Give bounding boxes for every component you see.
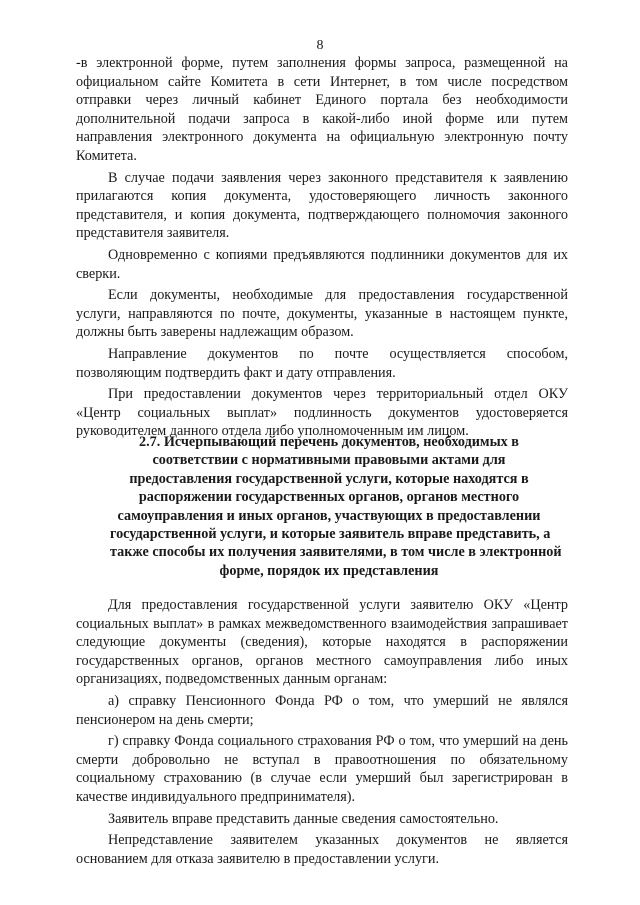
heading-line: соответствии с нормативными правовыми актами для (152, 452, 506, 469)
heading-line: форме, порядок их представления (219, 562, 439, 579)
paragraph-originals: Одновременно с копиями предъявляются подлинники документов для их сверки. (76, 246, 568, 282)
body-text-top (76, 54, 568, 441)
heading-line: также способы их получения заявителями, в том числе в электронной (110, 544, 562, 561)
section-heading-2-7 (110, 433, 562, 580)
paragraph-interagency-request: Для предоставления государственной услуги заявителю ОКУ «Центр социальных выплат» в рамках межведомственного взаимодействия запрашивает следующие документы (сведения), которые находятся в распоряжении государственных органов, органов местного самоуправления либо иных организациях, подведомственных данным органам: (76, 597, 568, 688)
paragraph-postal-documents: Если документы, необходимые для предоставления государственной услуги, направляются по почте, документы, указанные в настоящем пункте, должны быть заверены надлежащим образом. (76, 287, 568, 341)
body-text-bottom (76, 596, 568, 868)
heading-line: предоставления государственной услуги, которые находятся в (129, 470, 529, 487)
heading-line: государственной услуги, и которые заявитель вправе представить, а (110, 526, 551, 543)
heading-line: 2.7. Исчерпывающий перечень документов, необходимых в (139, 434, 519, 450)
paragraph-pension-fund-certificate: а) справку Пенсионного Фонда РФ о том, что умерший не являлся пенсионером на день смерти; (76, 692, 568, 728)
paragraph-postal-method: Направление документов по почте осуществляется способом, позволяющим подтвердить факт и дату отправления. (76, 345, 568, 381)
heading-line: самоуправления и иных органов, участвующих в предоставлении (117, 507, 541, 524)
paragraph-legal-representative: В случае подачи заявления через законного представителя к заявлению прилагаются копия документа, удостоверяющего личность законного представителя, и копия документа, подтверждающего полномочия законного представителя заявителя. (76, 169, 568, 242)
paragraph-social-insurance-certificate: г) справку Фонда социального страхования РФ о том, что умерший на день смерти добровольно не вступал в правоотношения по обязательному социальному страхованию (в случае если умерший был зарегистрирован в качестве индивидуального предпринимателя). (76, 733, 568, 805)
paragraph-non-submission: Непредставление заявителем указанных документов не является основанием для отказа заявителю в предоставлении услуги. (76, 832, 568, 867)
page-number: 8 (316, 38, 324, 53)
heading-line: распоряжении государственных органов, органов местного (138, 489, 520, 506)
paragraph-authenticity: При предоставлении документов через территориальный отдел ОКУ «Центр социальных выплат» подлинность документов удостоверяется руководителем данного отдела либо уполномоченным им лицом. (76, 386, 568, 440)
paragraph-self-submission: Заявитель вправе представить данные сведения самостоятельно. (108, 810, 499, 827)
paragraph-electronic-form: -в электронной форме, путем заполнения формы запроса, размещенной на официальном сайте Комитета в сети Интернет, в том числе посредством отправки через личный кабинет Единого портала без необходимости дополнительной подачи запроса в какой-либо иной форме или путем направления электронного документа на официальную электронную почту Комитета. (76, 55, 568, 164)
